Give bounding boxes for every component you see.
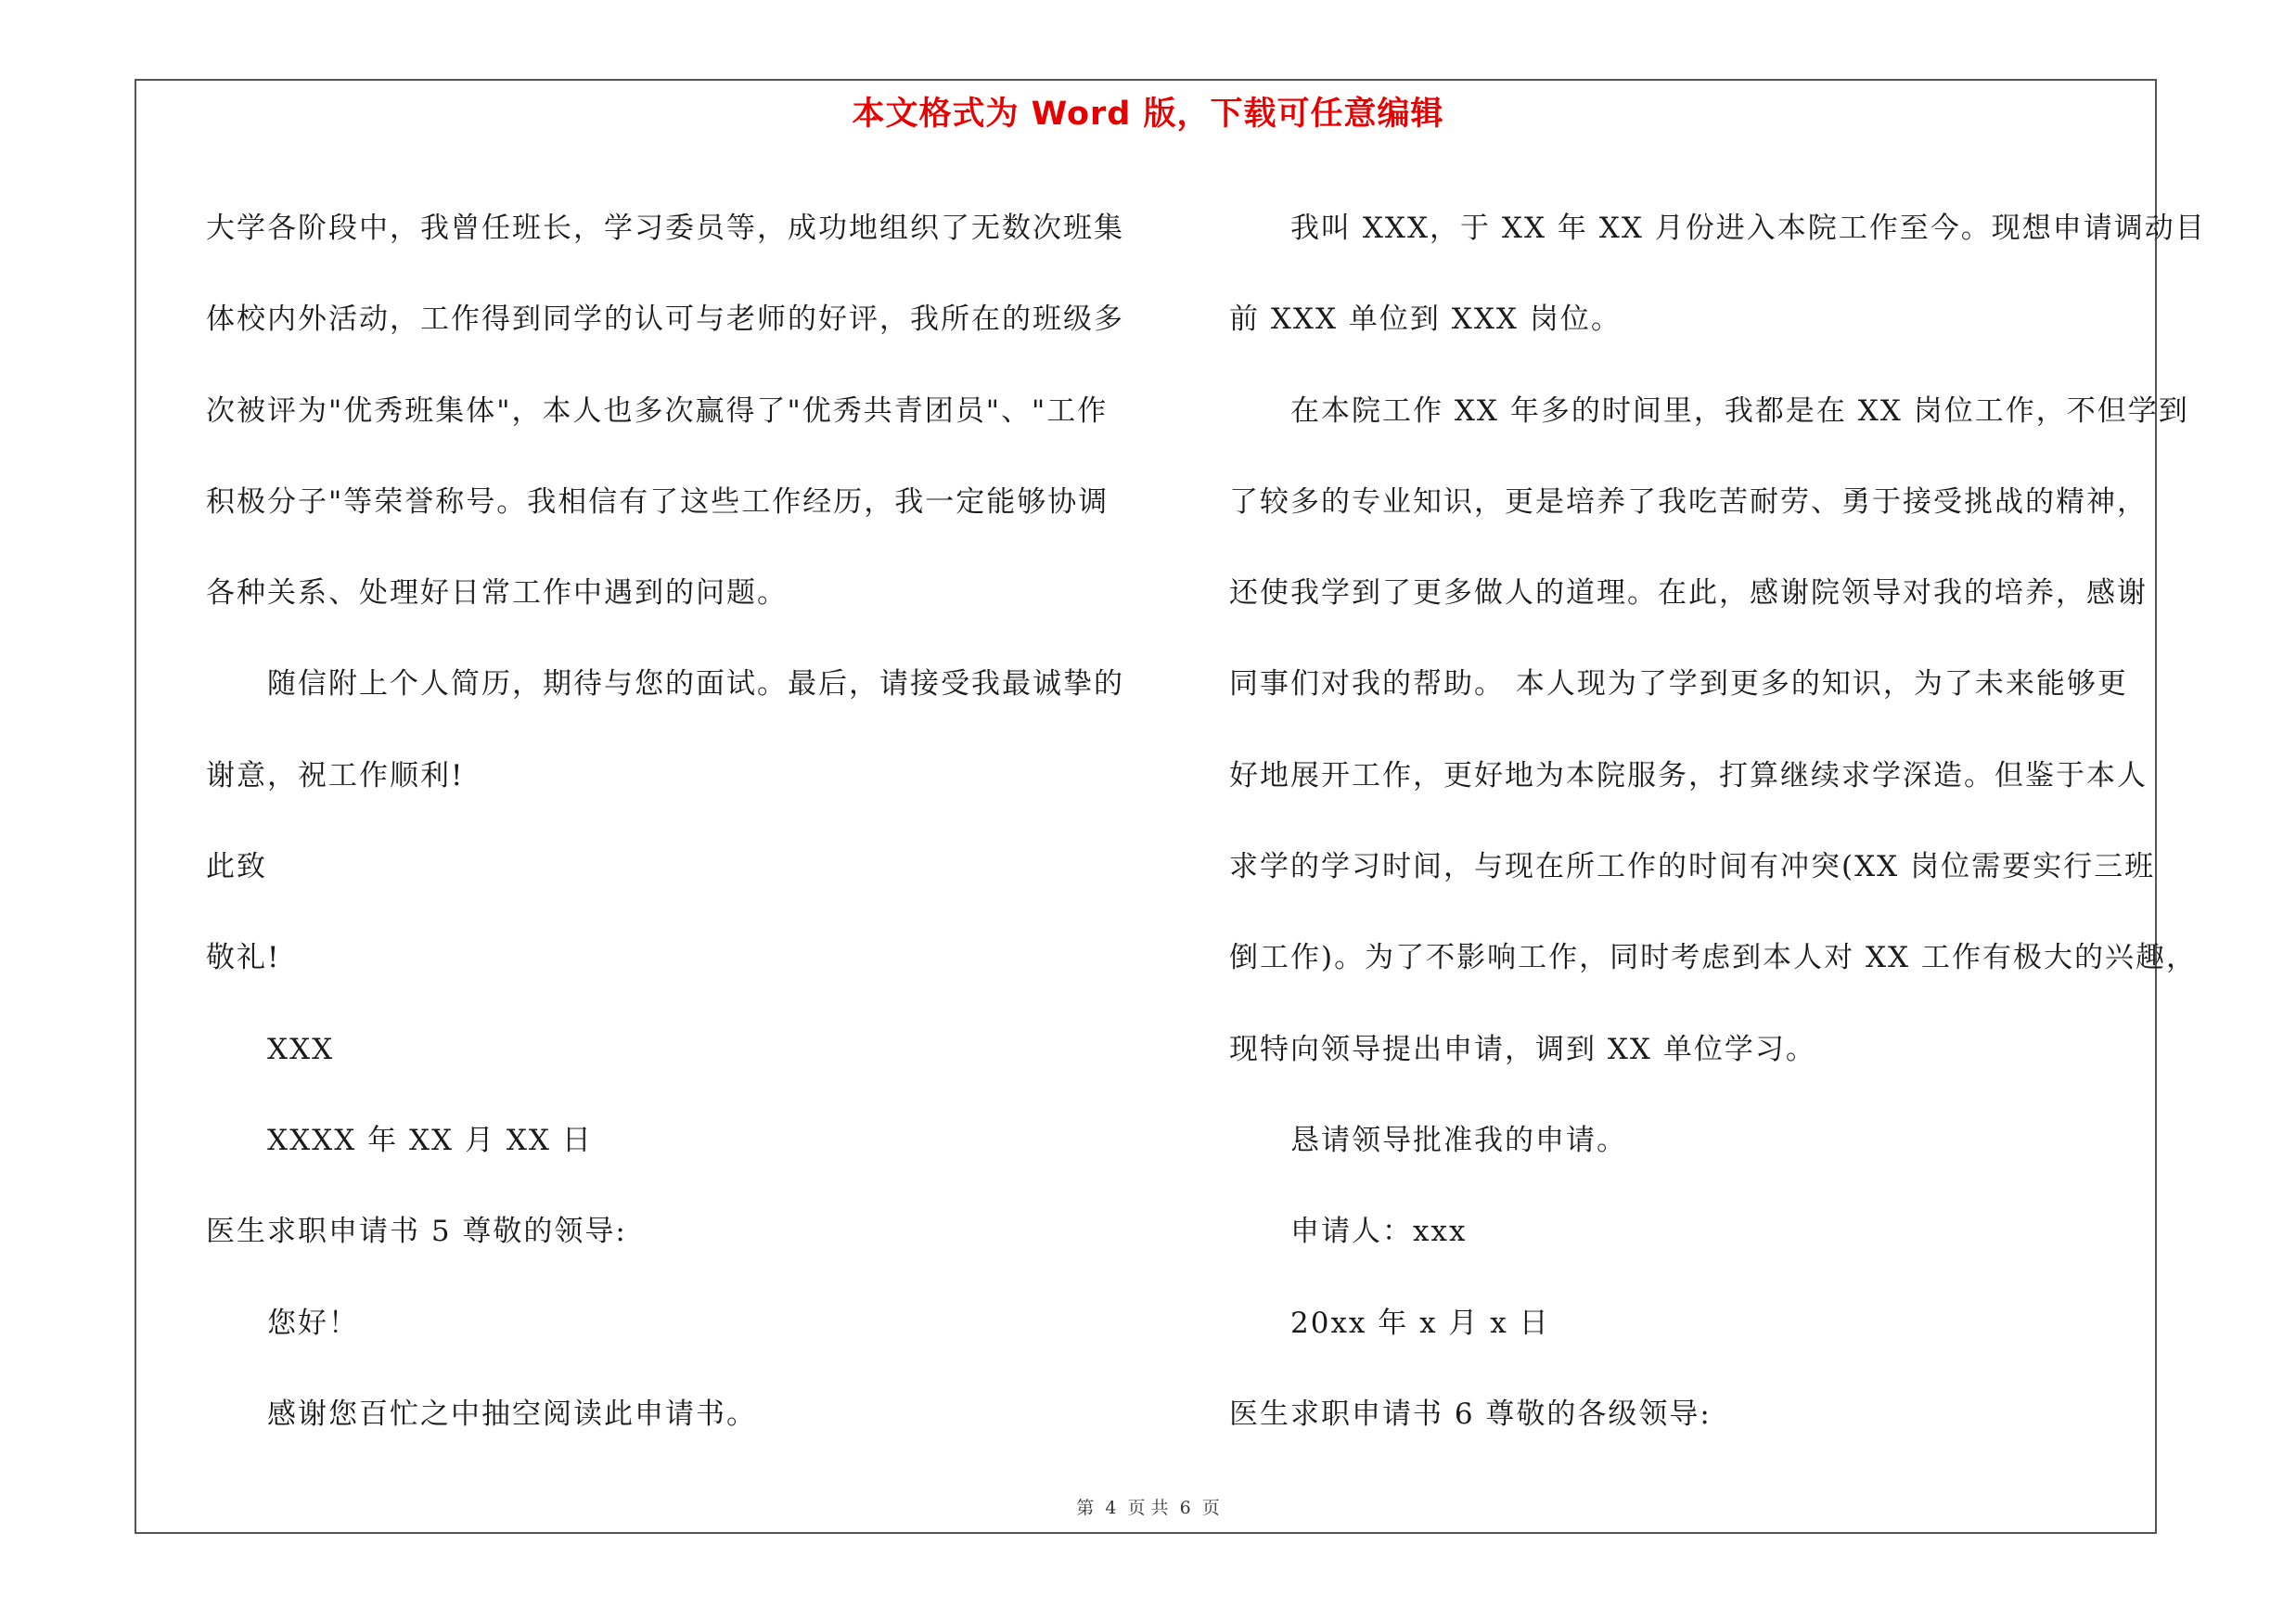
body-line: 还使我学到了更多做人的道理。在此，感谢院领导对我的培养，感谢 (1229, 576, 2148, 611)
body-line: 次被评为"优秀班集体"，本人也多次赢得了"优秀共青团员"、"工作 (206, 393, 1109, 428)
greeting-line: 您好！ (267, 1306, 359, 1340)
left-column (206, 183, 1134, 1460)
right-column (1229, 183, 2206, 1460)
footer-current-page: 4 (1105, 1498, 1117, 1518)
body-line: 倒工作)。为了不影响工作，同时考虑到本人对 XX 工作有极大的兴趣， (1229, 941, 2197, 975)
body-line: 体校内外活动，工作得到同学的认可与老师的好评，我所在的班级多 (206, 303, 1124, 337)
signature-date: XXXX 年 XX 月 XX 日 (267, 1123, 593, 1157)
body-line: 我叫 XXX，于 XX 年 XX 月份进入本院工作至今。现想申请调动目 (1290, 212, 2206, 245)
body-line: 在本院工作 XX 年多的时间里，我都是在 XX 岗位工作，不但学到 (1290, 393, 2189, 428)
signature-name: 申请人：xxx (1290, 1215, 1468, 1249)
signature-date: 20xx 年 x 月 x 日 (1290, 1306, 1550, 1340)
body-line: 大学各阶段中，我曾任班长，学习委员等，成功地组织了无数次班集 (206, 212, 1124, 245)
body-line: 随信附上个人简历，期待与您的面试。最后，请接受我最诚挚的 (267, 667, 1124, 702)
body-line: 好地展开工作，更好地为本院服务，打算继续求学深造。但鉴于本人 (1229, 758, 2148, 792)
body-line: 各种关系、处理好日常工作中遇到的问题。 (206, 576, 788, 611)
body-line: 求学的学习时间，与现在所工作的时间有冲突(XX 岗位需要实行三班 (1229, 850, 2156, 884)
footer-suffix: 页 (1201, 1498, 1220, 1518)
footer-prefix: 第 (1076, 1498, 1095, 1518)
closing-line: 敬礼! (206, 941, 281, 975)
section-heading: 医生求职申请书 6 尊敬的各级领导: (1229, 1397, 1712, 1431)
section-heading: 医生求职申请书 5 尊敬的领导: (206, 1215, 627, 1249)
body-line: 感谢您百忙之中抽空阅读此申请书。 (267, 1397, 757, 1431)
body-line: 同事们对我的帮助。 本人现为了学到更多的知识，为了未来能够更 (1229, 667, 2128, 702)
body-line: 积极分子"等荣誉称号。我相信有了这些工作经历，我一定能够协调 (206, 484, 1110, 519)
footer-mid: 页 共 (1127, 1498, 1169, 1518)
body-line: 恳请领导批准我的申请。 (1290, 1123, 1627, 1157)
closing-line: 此致 (206, 850, 267, 884)
signature-name: XXX (267, 1032, 335, 1066)
page-footer (0, 1494, 2296, 1519)
body-line: 了较多的专业知识，更是培养了我吃苦耐劳、勇于接受挑战的精神， (1229, 484, 2148, 519)
body-line: 现特向领导提出申请，调到 XX 单位学习。 (1229, 1032, 1816, 1066)
footer-total-pages: 6 (1179, 1498, 1191, 1518)
header-banner: 本文格式为 Word 版，下载可任意编辑 (852, 96, 1444, 133)
body-line: 谢意，祝工作顺利! (206, 758, 465, 792)
body-line: 前 XXX 单位到 XXX 岗位。 (1229, 303, 1622, 337)
